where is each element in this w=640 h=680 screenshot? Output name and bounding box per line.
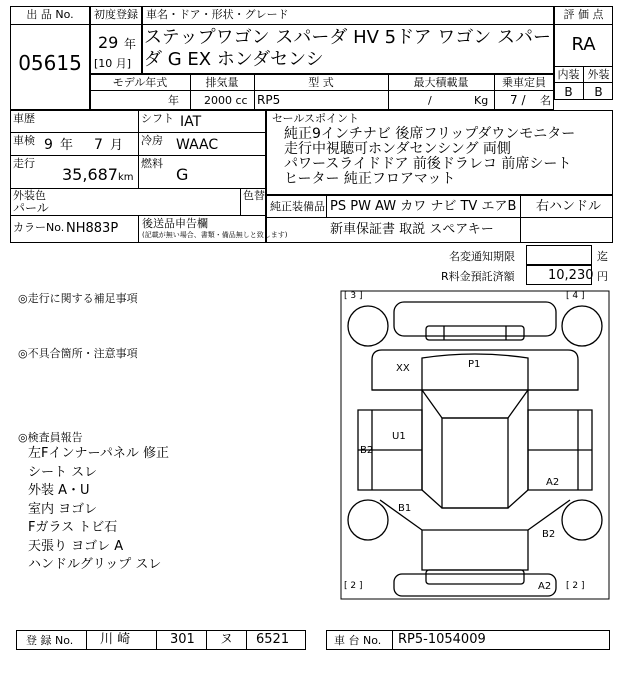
fuel-value: G bbox=[176, 165, 189, 184]
inspection-month-unit: 月 bbox=[110, 138, 124, 153]
interior-grade-value: B bbox=[564, 85, 573, 99]
capacity-label: 乗車定員 bbox=[502, 76, 546, 89]
registration-kana: ヌ bbox=[220, 632, 234, 647]
wheel-front-left bbox=[348, 306, 388, 346]
damage-mark-b1: B1 bbox=[398, 503, 412, 514]
defects-heading: ◎不具合箇所・注意事項 bbox=[18, 347, 138, 360]
model-type-label: 型 式 bbox=[308, 76, 334, 89]
diagram-corner-top-left: [ 3 ] bbox=[344, 291, 363, 301]
sales-point-line-2: 走行中視聴可ホンダセンシング 両側 bbox=[284, 141, 511, 157]
car-condition-diagram bbox=[340, 290, 610, 600]
recycle-fee-unit: 円 bbox=[597, 270, 608, 283]
registration-label: 登 録 No. bbox=[26, 634, 74, 647]
inspection-month: 7 bbox=[94, 137, 103, 153]
car-name-line2: ダ G EX ホンダセンシ bbox=[144, 49, 324, 70]
lot-number-label: 出 品 No. bbox=[26, 8, 74, 21]
score-label: 評 価 点 bbox=[563, 8, 604, 21]
chassis-label: 車 台 No. bbox=[334, 634, 382, 647]
history-label: 車歴 bbox=[13, 112, 35, 125]
model-year-label: モデル年式 bbox=[112, 76, 168, 89]
color-change-label: 色替 bbox=[243, 189, 265, 202]
name-change-deadline-box bbox=[526, 245, 592, 265]
documents-value: 新車保証書 取説 スペアキー bbox=[330, 222, 494, 237]
damage-mark-u1: U1 bbox=[392, 431, 406, 442]
aftermarket-label: 後送品申告欄 bbox=[142, 217, 208, 230]
shift-value: IAT bbox=[180, 114, 202, 130]
steering-value: 右ハンドル bbox=[536, 199, 602, 214]
exterior-color-label: 外装色 bbox=[13, 189, 46, 202]
inspection-year-unit: 年 bbox=[60, 138, 74, 153]
inspector-line-3: 外装 A・U bbox=[28, 483, 90, 498]
front-bumper-outline bbox=[394, 302, 556, 336]
mileage-unit: km bbox=[118, 172, 134, 183]
diagram-corner-bottom-left: [ 2 ] bbox=[344, 581, 363, 591]
registration-month-value: [10 月] bbox=[94, 57, 132, 70]
car-name-line1: ステップワゴン スパーダ HV 5ドア ワゴン スパー bbox=[144, 27, 552, 48]
inspection-year: 9 bbox=[44, 137, 53, 153]
damage-mark-xx: XX bbox=[396, 363, 410, 374]
exterior-grade-label: 外装 bbox=[587, 68, 610, 81]
aftermarket-note: (記載が無い場合、書類・備品無しと致します) bbox=[142, 231, 288, 239]
fuel-label: 燃料 bbox=[141, 157, 163, 170]
inspection-label: 車検 bbox=[13, 134, 35, 147]
inspector-line-6: 天張り ヨゴレ A bbox=[28, 538, 124, 554]
damage-mark-b2-right: B2 bbox=[542, 529, 556, 540]
inspector-line-5: Fガラス トビ石 bbox=[28, 520, 118, 535]
wheel-rear-right bbox=[562, 500, 602, 540]
lot-number-value: 05615 bbox=[18, 51, 82, 75]
damage-mark-b2-left: B2 bbox=[360, 445, 374, 456]
car-name-label: 車名・ドア・形状・グレード bbox=[146, 8, 289, 21]
rear-bumper-outline bbox=[394, 574, 556, 596]
recycle-fee-label: R料金預託済額 bbox=[441, 270, 515, 283]
wheel-rear-left bbox=[348, 500, 388, 540]
right-doors bbox=[528, 410, 592, 490]
sales-point-line-4: ヒーター 純正フロアマット bbox=[284, 171, 456, 187]
inspector-report-list bbox=[28, 445, 169, 575]
exterior-color-value: パール bbox=[13, 201, 49, 215]
capacity-unit: 名 bbox=[540, 94, 551, 107]
registration-number: 6521 bbox=[256, 632, 290, 647]
inspector-line-2: シート スレ bbox=[28, 464, 98, 480]
running-remarks-heading: ◎走行に関する補足事項 bbox=[18, 292, 138, 305]
name-change-deadline-label: 名変通知期限 bbox=[449, 250, 515, 263]
displacement-label: 排気量 bbox=[205, 76, 239, 89]
interior-grade-label: 内装 bbox=[557, 68, 580, 81]
displacement-value: 2000 cc bbox=[204, 94, 248, 107]
mileage-label: 走行 bbox=[13, 157, 35, 170]
equipment-value: PS PW AW カワ ナビ TV エアB bbox=[330, 199, 517, 214]
max-load-value: / bbox=[428, 94, 432, 107]
ac-value: WAAC bbox=[176, 137, 219, 153]
model-type-value: RP5 bbox=[257, 93, 281, 107]
ac-label: 冷房 bbox=[141, 134, 163, 147]
sales-point-line-3: パワースライドドア 前後ドラレコ 前席シート bbox=[284, 156, 572, 172]
registration-class: 301 bbox=[170, 632, 195, 647]
name-change-deadline-unit: 迄 bbox=[597, 250, 608, 263]
capacity-value: 7 / bbox=[510, 93, 526, 107]
damage-mark-a2-bottom: A2 bbox=[538, 581, 552, 592]
first-registration-label: 初度登録 bbox=[94, 8, 138, 21]
roof-outline bbox=[442, 418, 508, 508]
inspector-line-4: 室内 ヨゴレ bbox=[28, 501, 98, 517]
recycle-fee-value: 10,230 bbox=[548, 268, 594, 283]
max-load-label: 最大積載量 bbox=[413, 76, 469, 89]
shift-label: シフト bbox=[141, 112, 174, 125]
registration-year-value: 29 bbox=[98, 33, 119, 52]
mileage-value: 35,687 bbox=[62, 165, 118, 184]
chassis-value: RP5-1054009 bbox=[398, 632, 486, 647]
diagram-corner-top-right: [ 4 ] bbox=[566, 291, 585, 301]
registration-year-unit: 年 bbox=[124, 37, 137, 51]
registration-region: 川 崎 bbox=[100, 632, 131, 647]
wheel-front-right bbox=[562, 306, 602, 346]
inspector-report-heading: ◎検査員報告 bbox=[18, 431, 83, 444]
diagram-corner-bottom-right: [ 2 ] bbox=[566, 581, 585, 591]
damage-mark-a2-right: A2 bbox=[546, 477, 560, 488]
exterior-grade-value: B bbox=[594, 85, 603, 99]
inspector-line-7: ハンドルグリップ スレ bbox=[28, 557, 162, 572]
sales-point-line-1: 純正9インチナビ 後席フリップダウンモニター bbox=[284, 126, 576, 142]
color-number-value: NH883P bbox=[66, 221, 119, 236]
color-number-label: カラーNo. bbox=[13, 221, 65, 234]
damage-mark-p1: P1 bbox=[468, 359, 481, 370]
sales-points-label: セールスポイント bbox=[272, 112, 360, 125]
equipment-label: 純正装備品 bbox=[270, 200, 325, 213]
inspector-line-1: 左Fインナーパネル 修正 bbox=[28, 446, 169, 461]
model-year-unit: 年 bbox=[168, 94, 179, 107]
max-load-unit: Kg bbox=[474, 94, 489, 107]
score-value: RA bbox=[571, 34, 596, 55]
